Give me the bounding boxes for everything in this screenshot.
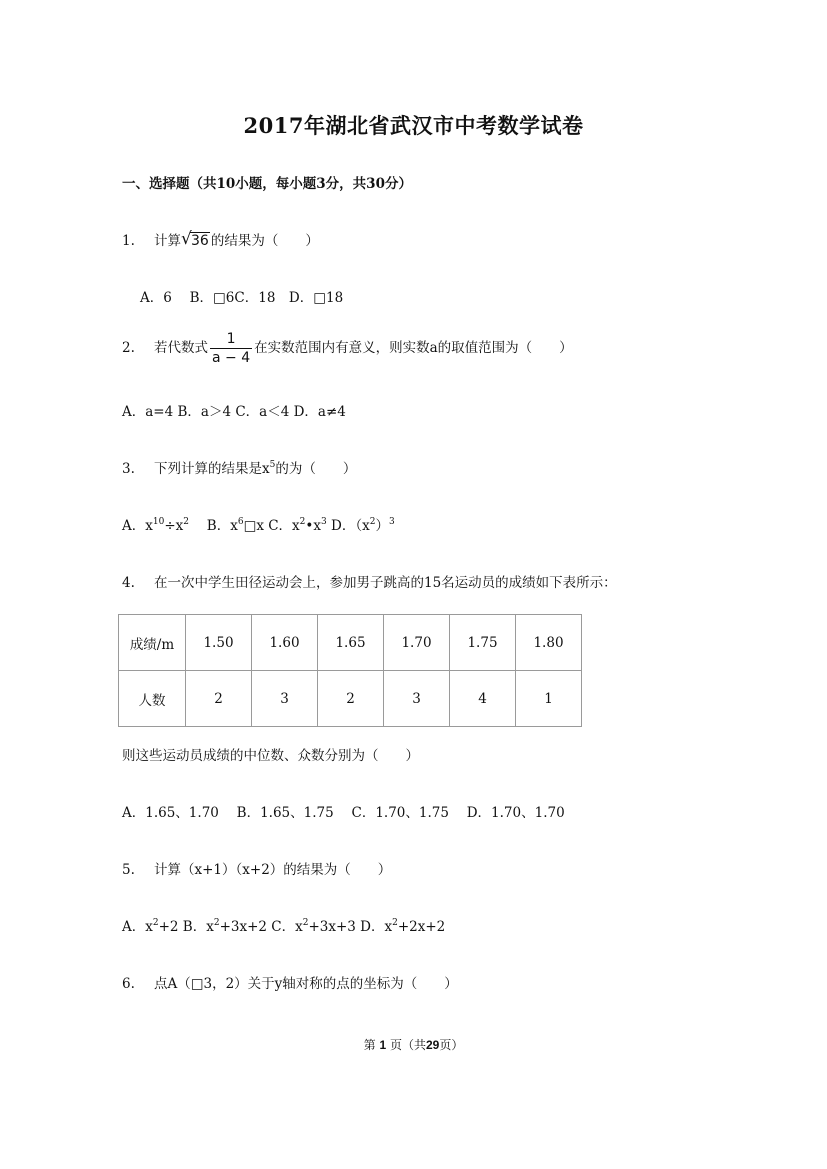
footer-text: 第	[363, 1038, 376, 1052]
page-title: 2017年湖北省武汉市中考数学试卷	[243, 113, 584, 138]
option-text: •x	[305, 518, 321, 534]
exponent: 5	[269, 460, 276, 470]
footer-text: 页）	[439, 1038, 464, 1052]
radical-sign-icon: √	[181, 229, 192, 249]
question-text: 点A（□3，2）关于y轴对称的点的坐标为（ ）	[154, 976, 458, 992]
question-text: 若代数式	[154, 340, 208, 356]
question-number: 4.	[122, 575, 135, 591]
question-number: 3.	[122, 461, 135, 477]
question-1	[122, 229, 319, 249]
question-2-options: A．a=4 B．a＞4 C．a＜4 D．a≠4	[122, 404, 346, 420]
table-cell: 3	[384, 671, 450, 727]
question-3-options	[122, 514, 395, 534]
footer-text: 页（共	[389, 1038, 426, 1052]
exponent: 2	[392, 918, 398, 928]
page-footer	[0, 1036, 827, 1053]
table-cell: 成绩/m	[119, 615, 186, 671]
table-cell: 1.75	[450, 615, 516, 671]
table-cell: 1	[516, 671, 582, 727]
option-text: B．x	[189, 518, 238, 534]
question-number: 1.	[122, 233, 135, 249]
question-number: 5.	[122, 862, 135, 878]
option-text: □x C．x	[243, 518, 300, 534]
question-4-options: A．1.65、1.70 B．1.65、1.75 C．1.70、1.75 D．1.70、1.70	[122, 805, 565, 821]
question-text-tail: 在实数范围内有意义，则实数a的取值范围为（ ）	[254, 340, 573, 356]
fraction-expression	[210, 330, 252, 367]
table-cell: 1.50	[186, 615, 252, 671]
table-row	[119, 671, 582, 727]
table-cell: 人数	[119, 671, 186, 727]
question-3	[122, 457, 356, 477]
question-5	[122, 858, 391, 878]
table-cell: 3	[252, 671, 318, 727]
table-cell: 2	[186, 671, 252, 727]
exponent: 3	[320, 517, 327, 527]
question-number: 2.	[122, 340, 135, 356]
exponent: 10	[152, 517, 165, 527]
question-number: 6.	[122, 976, 135, 992]
question-2	[122, 330, 573, 367]
option-text: ÷x	[164, 518, 184, 534]
question-text: 下列计算的结果是x	[154, 461, 270, 477]
fraction-denominator: a − 4	[212, 350, 251, 366]
option-text: +3x+3 D．x	[308, 919, 393, 935]
table-cell: 4	[450, 671, 516, 727]
total-pages: 29	[426, 1038, 440, 1052]
square-root-expression	[181, 229, 210, 249]
table-row	[119, 615, 582, 671]
exponent: 2	[213, 918, 220, 928]
exponent: 2	[299, 517, 306, 527]
question-text-tail: 的结果为（ ）	[210, 233, 319, 249]
table-cell: 1.65	[318, 615, 384, 671]
question-text: 在一次中学生田径运动会上，参加男子跳高的15名运动员的成绩如下表所示：	[154, 575, 617, 591]
fraction-numerator: 1	[226, 331, 236, 347]
exponent: 2	[152, 918, 159, 928]
table-cell: 2	[318, 671, 384, 727]
question-6	[122, 972, 458, 992]
exponent: 6	[237, 517, 244, 527]
table-cell: 1.60	[252, 615, 318, 671]
option-text: A．x	[122, 919, 153, 935]
exponent: 2	[302, 918, 309, 928]
exponent: 2	[183, 517, 189, 527]
exponent: 3	[388, 517, 395, 527]
section-heading: 一、选择题（共10小题，每小题3分，共30分）	[122, 176, 412, 192]
option-text: +3x+2 C．x	[219, 919, 303, 935]
question-text: 计算	[154, 233, 181, 249]
option-text: ）	[375, 518, 389, 534]
exponent: 2	[369, 517, 376, 527]
question-1-options: A．6 B．□6C．18 D．□18	[140, 290, 344, 306]
question-text-tail: 的为（ ）	[275, 461, 357, 477]
option-text: D．（x	[326, 518, 370, 534]
radicand: 36	[191, 233, 209, 249]
option-text: A．x	[122, 518, 153, 534]
option-text: +2x+2	[397, 919, 446, 935]
table-cell: 1.80	[516, 615, 582, 671]
question-4-prompt: 则这些运动员成绩的中位数、众数分别为（ ）	[122, 748, 419, 764]
question-5-options	[122, 915, 445, 935]
option-text: +2 B．x	[158, 919, 214, 935]
question-text: 计算（x+1）（x+2）的结果为（ ）	[154, 862, 392, 878]
table-cell: 1.70	[384, 615, 450, 671]
page-number: 1	[379, 1038, 387, 1052]
question-4	[122, 571, 617, 591]
score-table	[118, 614, 582, 727]
